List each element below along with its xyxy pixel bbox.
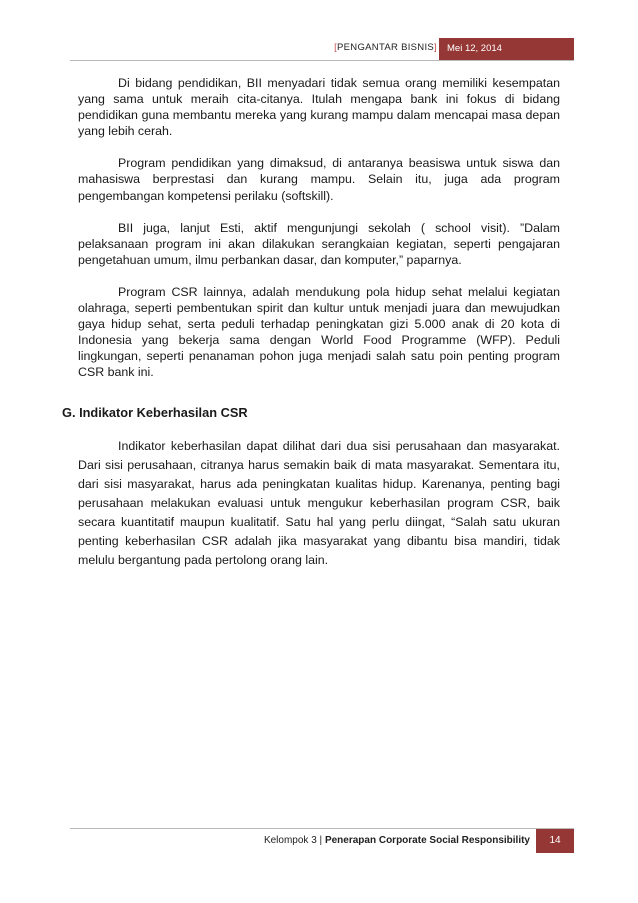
section-paragraph-text: Indikator keberhasilan dapat dilihat dari dua sisi perusahaan dan masyarakat. Dari sisi perusahaan, citranya harus semakin baik di mata masyarakat. Sementara itu, dari sisi masyarakat, harus ada peningkatan kualitas hidup. Karenanya, penting bagi perusahaan melakukan evaluasi untuk mengukur keberhasilan program CSR, baik secara kuantitatif maupun kualitatif. Satu hal yang perlu diingat, “Salah satu ukuran penting keberhasilan CSR adalah jika masyarakat yang dibantu bisa mandiri, tidak melulu bergantung pada pertolong orang lain. — [78, 439, 560, 567]
paragraph-2 — [78, 155, 560, 203]
body-content — [78, 75, 560, 397]
header-date: Mei 12, 2014 — [439, 38, 574, 60]
footer-title: Penerapan Corporate Social Responsibility — [324, 835, 530, 846]
paragraph-3-text: BII juga, lanjut Esti, aktif mengunjungi sekolah ( school visit). ”Dalam pelaksanaan program ini akan dilakukan serangkaian kegiatan, seperti pengajaran pengetahuan umum, ilmu perbankan dasar, dan komputer,” paparnya. — [78, 220, 560, 267]
section-paragraph — [78, 437, 560, 570]
paragraph-4 — [78, 284, 560, 381]
header-course — [334, 42, 437, 53]
footer-separator: | — [319, 835, 323, 846]
section-content — [78, 437, 560, 570]
page-footer — [70, 829, 574, 853]
header-divider — [70, 60, 574, 61]
footer-text — [264, 835, 530, 846]
footer-group: Kelompok 3 — [263, 835, 317, 846]
paragraph-1-text: Di bidang pendidikan, BII menyadari tidak semua orang memiliki kesempatan yang sama untuk meraih cita-citanya. Itulah mengapa bank ini fokus di bidang pendidikan guna membantu mereka yang kurang mampu dalam mencapai masa depan yang lebih cerah. — [78, 76, 560, 139]
paragraph-4-text: Program CSR lainnya, adalah mendukung pola hidup sehat melalui kegiatan olahraga, seperti pembentukan spirit dan kultur untuk menjadi juara dan mewujudkan gaya hidup sehat, serta peduli terhadap peningkatan gizi 5.000 anak di 20 kota di Indonesia yang bekerja sama dengan World Food Programme (WFP). Peduli lingkungan, seperti penanaman pohon juga menjadi salah satu poin penting program CSR bank ini. — [78, 284, 560, 380]
header-course-name: PENGANTAR BISNIS — [337, 42, 435, 53]
paragraph-3 — [78, 220, 560, 268]
paragraph-1 — [78, 75, 560, 139]
page-number: 14 — [536, 829, 574, 853]
page-header — [70, 38, 574, 60]
section-heading: G. Indikator Keberhasilan CSR — [62, 405, 248, 420]
header-bracket-close: ] — [434, 42, 437, 53]
header-bracket-open: [ — [334, 42, 338, 53]
paragraph-2-text: Program pendidikan yang dimaksud, di antaranya beasiswa untuk siswa dan mahasiswa berprestasi dan kurang mampu. Selain itu, juga ada program pengembangan kompetensi perilaku (softskill). — [78, 156, 560, 203]
